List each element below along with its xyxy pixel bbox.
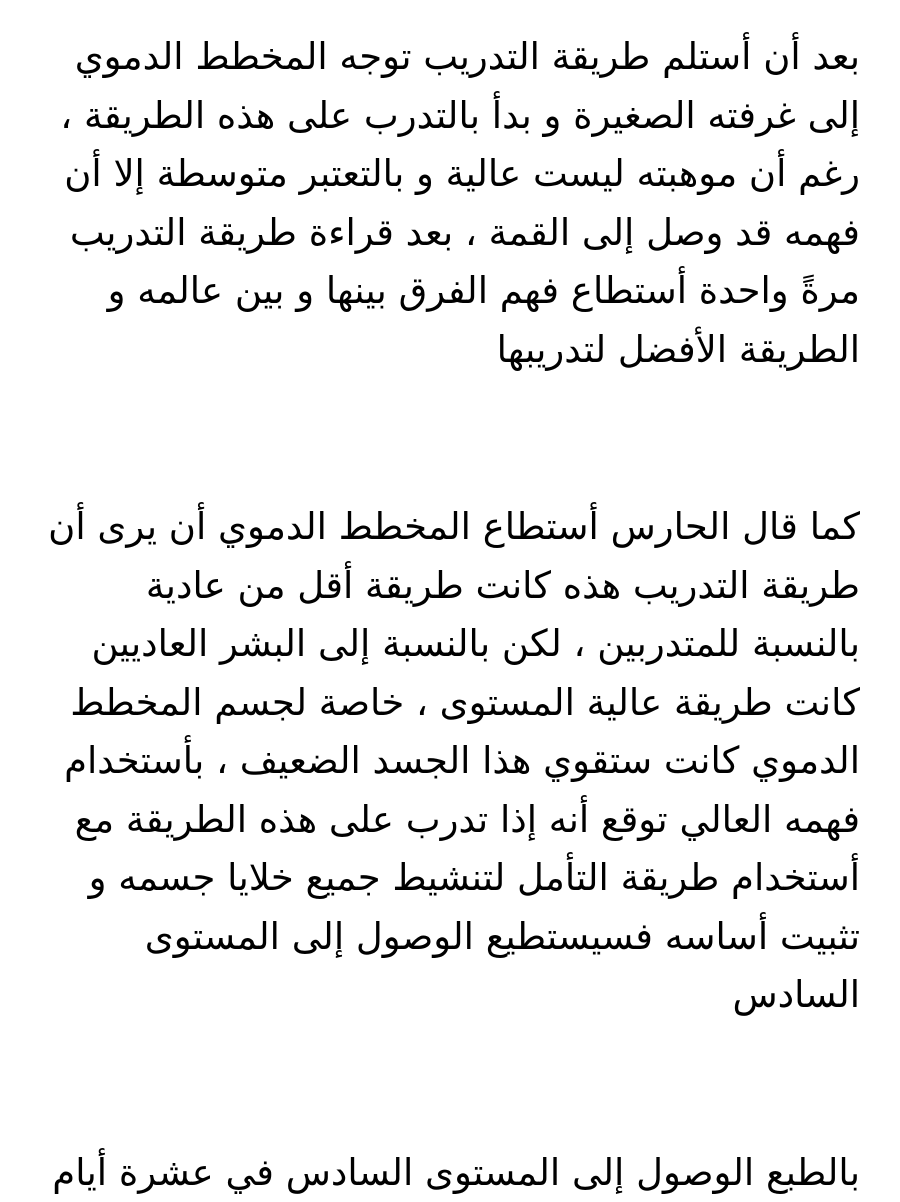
text-line: كانت طريقة عالية المستوى ، خاصة لجسم المخطط [40,674,860,733]
text-line: بالنسبة للمتدربين ، لكن بالنسبة إلى البشر العاديين [40,615,860,674]
text-line: فهمه العالي توقع أنه إذا تدرب على هذه الطريقة مع [40,791,860,850]
text-line: رغم أن موهبته ليست عالية و بالتعتبر متوسطة إلا أن [40,145,860,204]
text-line: الدموي كانت ستقوي هذا الجسد الضعيف ، بأستخدام [40,732,860,791]
text-line: كما قال الحارس أستطاع المخطط الدموي أن يرى أن [40,498,860,557]
text-line: الطريقة الأفضل لتدريبها [40,321,860,380]
paragraph-3 [40,1144,860,1202]
text-line: طريقة التدريب هذه كانت طريقة أقل من عادية [40,557,860,616]
text-line: تثبيت أساسه فسيستطيع الوصول إلى المستوى [40,908,860,967]
paragraph-2 [40,498,860,1025]
text-line: مرةً واحدة أستطاع فهم الفرق بينها و بين عالمه و [40,262,860,321]
text-line: بالطبع الوصول إلى المستوى السادس في عشرة أيام [40,1144,860,1202]
text-line: إلى غرفته الصغيرة و بدأ بالتدرب على هذه الطريقة ، [40,87,860,146]
text-line: فهمه قد وصل إلى القمة ، بعد قراءة طريقة التدريب [40,204,860,263]
text-line: السادس [40,966,860,1025]
paragraph-1 [40,28,860,379]
text-line: بعد أن أستلم طريقة التدريب توجه المخطط الدموي [40,28,860,87]
text-line: أستخدام طريقة التأمل لتنشيط جميع خلايا جسمه و [40,849,860,908]
